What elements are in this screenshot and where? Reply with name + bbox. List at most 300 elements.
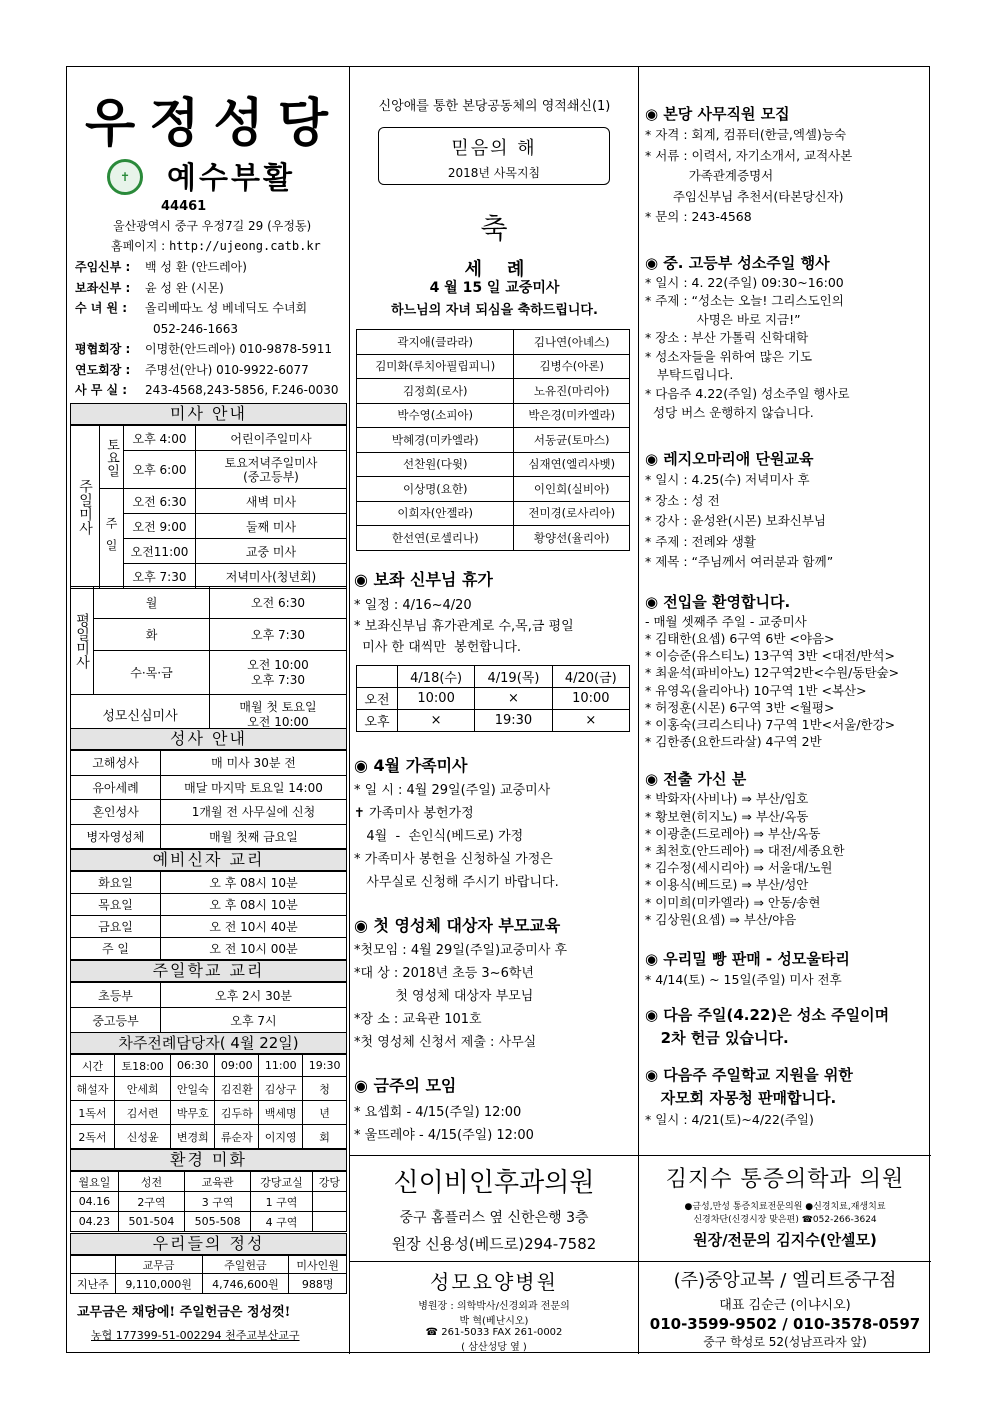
sundayschool-table bbox=[70, 982, 347, 1033]
baptism-title: 세 례 bbox=[464, 259, 525, 280]
notice-line: 부탁드립니다. bbox=[645, 367, 734, 383]
staff-row bbox=[75, 298, 347, 319]
family-mass-title: ◉ 4월 가족미사 bbox=[354, 756, 468, 775]
table-cell: 김진환 bbox=[215, 1077, 259, 1101]
table-cell: 병자영성체 bbox=[71, 824, 161, 849]
table-row bbox=[357, 330, 630, 355]
notice-title: ◉ 다음 주일(4.22)은 성소 주일이며 bbox=[645, 1006, 890, 1024]
table-header-cell: 교육관 bbox=[185, 1172, 251, 1192]
notice-title: ◉ 우리밀 빵 판매 - 성모울타리 bbox=[645, 950, 850, 968]
notice-line: * 황보현(히지노) ⇒ 부산/옥동 bbox=[645, 808, 809, 824]
notice-line: * 김한종(요한드라살) 4구역 2반 bbox=[645, 734, 822, 750]
table-cell: 전미경(로사리아) bbox=[514, 501, 630, 526]
table-header-cell: 19:30 bbox=[303, 1055, 347, 1077]
table-cell: 오후 7시 bbox=[161, 1008, 347, 1033]
notice-line: 사명은 바로 지금!” bbox=[645, 311, 801, 327]
table-header-row bbox=[357, 666, 630, 688]
spacer bbox=[645, 750, 929, 768]
notice-line: * 4/14(토) ~ 15일(주일) 미사 전후 bbox=[645, 972, 842, 987]
ad-uniform-owner: 대표 김순근 (이냐시오) bbox=[719, 1298, 851, 1313]
table-cell: 청 bbox=[303, 1077, 347, 1101]
catechumen-title: 예비신자 교리 bbox=[70, 849, 347, 871]
notice-line: * 김상원(요셉) ⇒ 부산/야음 bbox=[645, 911, 797, 927]
table-cell: 매월 첫째 금요일 bbox=[161, 824, 347, 849]
devotion-mass: 성모신심미사 bbox=[71, 695, 210, 735]
table-row bbox=[71, 1212, 347, 1232]
ad-uniform-address: 중구 학성로 52(성남프라자 앞) bbox=[703, 1335, 867, 1349]
text-line: * 일정 : 4/16~4/20 bbox=[354, 598, 472, 613]
staff-role: 연도회장 : bbox=[75, 362, 131, 377]
first-communion-lines bbox=[354, 939, 567, 1054]
table-cell: 혼인성사 bbox=[71, 800, 161, 825]
staff-role: 평협회장 : bbox=[75, 342, 131, 356]
bulletin-page bbox=[66, 66, 930, 1353]
ad-pain-title: 김지수 통증의학과 의원 bbox=[665, 1167, 905, 1192]
table-cell: 오 후 08시 10분 bbox=[161, 872, 347, 894]
ad-hospital-line: 병원장 : 의학박사/신경외과 전문의 bbox=[418, 1301, 570, 1312]
table-cell: 지난주 bbox=[71, 1274, 116, 1294]
table-row bbox=[71, 824, 347, 849]
table-cell: 9,110,000원 bbox=[115, 1274, 202, 1294]
table-row bbox=[357, 354, 630, 379]
spacer bbox=[645, 990, 929, 1004]
staff-value: 052-246-1663 bbox=[153, 321, 239, 336]
baptism-names-table bbox=[356, 329, 630, 551]
text-line: 사무실로 신청해 주시기 바랍니다. bbox=[354, 875, 559, 890]
family-mass-lines bbox=[354, 779, 559, 894]
table-row bbox=[71, 938, 347, 960]
ad-ent-address: 중구 홈플러스 옆 신한은행 3층 bbox=[399, 1210, 589, 1226]
table-cell: 10:00 bbox=[397, 688, 474, 710]
text-line: * 울뜨레야 - 4/15(주일) 12:00 bbox=[354, 1128, 534, 1143]
notice-line: * 이미희(미카엘라) ⇒ 안동/송현 bbox=[645, 894, 821, 910]
table-cell: 초등부 bbox=[71, 983, 161, 1008]
ad-pain-director: 원장/전문의 김지수(안셀모) bbox=[693, 1231, 877, 1249]
table-cell: 박무호 bbox=[171, 1101, 215, 1125]
text-line: * 가족미사 봉헌을 신청하실 가정은 bbox=[354, 852, 553, 867]
table-row bbox=[357, 526, 630, 551]
mass-name: 새벽 미사 bbox=[196, 489, 347, 514]
weekday: 수·목·금 bbox=[94, 651, 210, 695]
mass-title: 미사 안내 bbox=[70, 403, 347, 425]
table-cell: 김상구 bbox=[259, 1077, 303, 1101]
table-header-cell: 11:00 bbox=[259, 1055, 303, 1077]
weekday-time: 오후 7:30 bbox=[210, 619, 347, 651]
text-line: *첫 영성체 신청서 제출 : 사무실 bbox=[354, 1035, 537, 1050]
weekday: 월 bbox=[94, 587, 210, 619]
staff-row bbox=[75, 380, 347, 401]
table-row bbox=[71, 775, 347, 800]
text-line: * 일 시 : 4월 29일(주일) 교중미사 bbox=[354, 783, 551, 798]
table-header-row bbox=[71, 1256, 347, 1274]
table-cell bbox=[312, 1212, 346, 1232]
text-line: * 보좌신부님 휴가관계로 수,목,금 평일 bbox=[354, 619, 574, 634]
parish-logo-icon: ✝ bbox=[107, 159, 143, 195]
offering-title: 우리들의 정성 bbox=[70, 1233, 347, 1255]
staff-value: 올리베따노 성 베네딕도 수녀회 bbox=[145, 301, 308, 315]
notice-title: ◉ 다음주 주일학교 지원을 위한 bbox=[645, 1066, 853, 1084]
notice-title: 자모회 자몽청 판매합니다. bbox=[645, 1089, 837, 1107]
table-header-cell: 4/20(금) bbox=[552, 666, 629, 688]
table-cell: 목요일 bbox=[71, 894, 161, 916]
table-cell: 안세희 bbox=[114, 1077, 170, 1101]
notice-line: * 제목 : “주님께서 여러분과 함께” bbox=[645, 554, 834, 570]
table-cell: 매달 마지막 토요일 14:00 bbox=[161, 775, 347, 800]
table-cell: 1독서 bbox=[71, 1101, 115, 1125]
table-row bbox=[71, 894, 347, 916]
table-row bbox=[357, 403, 630, 428]
notice-line: - 매월 셋째주 주일 - 교중미사 bbox=[645, 613, 807, 629]
liturgy-table bbox=[70, 1054, 347, 1149]
table-row bbox=[71, 872, 347, 894]
table-row bbox=[71, 916, 347, 938]
notice-line: * 최천호(안드레아) ⇒ 대전/세종요한 bbox=[645, 842, 845, 858]
table-header-cell bbox=[357, 666, 398, 688]
table-cell: 안일숙 bbox=[171, 1077, 215, 1101]
easter-subtitle: 예수부활 bbox=[167, 161, 295, 196]
homepage-label: 홈페이지 : bbox=[111, 239, 166, 253]
table-cell: 심재연(엘리사벳) bbox=[514, 452, 630, 477]
ad-ent-phone: 원장 신용성(베드로)294-7582 bbox=[391, 1235, 597, 1253]
table-cell: 황양선(율리아) bbox=[514, 526, 630, 551]
table-cell: 오 전 10시 40분 bbox=[161, 916, 347, 938]
notices bbox=[645, 103, 929, 1130]
ad-ent-title: 신이비인후과의원 bbox=[393, 1168, 595, 1198]
ad-hospital-title: 성모요양병원 bbox=[430, 1270, 558, 1294]
sunday-label: 주일 bbox=[100, 489, 124, 589]
table-cell: 3 구역 bbox=[185, 1192, 251, 1212]
table-cell: 오전 bbox=[357, 688, 398, 710]
weekday-time: 오전 6:30 bbox=[210, 587, 347, 619]
baptism-message: 하느님의 자녀 되심을 축하드립니다. bbox=[391, 303, 598, 318]
table-cell: × bbox=[397, 710, 474, 732]
year-title: 믿음의 해 bbox=[451, 138, 537, 159]
ad-hospital-line: ☎ 261-5033 FAX 261-0002 bbox=[425, 1327, 563, 1338]
mass-time: 오후 6:00 bbox=[124, 451, 196, 489]
offering-table bbox=[70, 1255, 347, 1294]
left-column bbox=[67, 67, 350, 1354]
table-cell: 박은경(미카엘라) bbox=[514, 403, 630, 428]
staff-role: 보좌신부 : bbox=[75, 280, 131, 295]
table-cell: 박수영(소피아) bbox=[357, 403, 514, 428]
table-cell: 중고등부 bbox=[71, 1008, 161, 1033]
table-row bbox=[71, 1008, 347, 1033]
table-cell: 19:30 bbox=[475, 710, 552, 732]
table-cell: 4 구역 bbox=[251, 1212, 313, 1232]
notice-line: * 일시 : 4.25(수) 저녁미사 후 bbox=[645, 472, 810, 488]
notice-line: 가족관계증명서 bbox=[645, 168, 774, 183]
notice-line: * 이승준(유스티노) 13구역 3반 <대전/반석> bbox=[645, 648, 895, 664]
table-cell: 4,746,600원 bbox=[202, 1274, 289, 1294]
mass-time: 오후 7:30 bbox=[124, 564, 196, 589]
ad-pain-line: 신경차단(신경시장 맞은편) ☎052-266-3624 bbox=[693, 1215, 877, 1225]
catechumen-table bbox=[70, 871, 347, 960]
text-line: 4월 - 손인식(베드로) 가정 bbox=[354, 829, 524, 844]
notice-line: * 김태한(요셉) 6구역 6반 <야음> bbox=[645, 630, 835, 646]
text-line: * 요셉회 - 4/15(주일) 12:00 bbox=[354, 1105, 522, 1120]
table-header-cell: 강당교실 bbox=[251, 1172, 313, 1192]
text-line: 첫 영성체 대상자 부모님 bbox=[354, 989, 534, 1004]
table-cell: 2독서 bbox=[71, 1125, 115, 1149]
table-cell: 유아세례 bbox=[71, 775, 161, 800]
postcode: 44461 bbox=[161, 199, 207, 214]
table-cell: 501-504 bbox=[118, 1212, 184, 1232]
address: 울산광역시 중구 우정7길 29 (우정동) bbox=[113, 219, 312, 233]
ad-hospital bbox=[350, 1261, 638, 1353]
table-header-cell: 4/19(목) bbox=[475, 666, 552, 688]
devotion-time: 매월 첫 토요일 오전 10:00 bbox=[210, 695, 347, 735]
staff-row bbox=[75, 257, 347, 278]
notice-line: * 장소 : 부산 가톨릭 신학대학 bbox=[645, 330, 809, 346]
text-line: ✝ 가족미사 봉헌가정 bbox=[354, 806, 474, 821]
weekday-time: 오전 10:00 오후 7:30 bbox=[210, 651, 347, 695]
notice-line: * 주제 : 전례와 생활 bbox=[645, 533, 756, 549]
table-cell: 주 일 bbox=[71, 938, 161, 960]
table-row bbox=[71, 751, 347, 776]
notice-line: * 일시 : 4. 22(주일) 09:30~16:00 bbox=[645, 274, 844, 290]
table-cell: 김나연(아녜스) bbox=[514, 330, 630, 355]
notice-title: ◉ 레지오마리애 단원교육 bbox=[645, 450, 814, 469]
spacer bbox=[645, 422, 929, 448]
table-header-cell: 강당 bbox=[312, 1172, 346, 1192]
text-line: 미사 한 대씩만 봉헌합니다. bbox=[354, 640, 522, 655]
liturgy-title: 차주전례담당자( 4월 22일) bbox=[70, 1032, 347, 1054]
staff-list bbox=[75, 257, 347, 401]
table-cell: 노유진(마리아) bbox=[514, 379, 630, 404]
weekday-mass-table bbox=[70, 586, 347, 735]
vacation-lines bbox=[354, 595, 574, 658]
notice-line: * 박화자(사비나) ⇒ 부산/임호 bbox=[645, 791, 809, 807]
mass-name: 토요저녁주일미사 (중고등부) bbox=[196, 451, 347, 489]
mass-name: 교중 미사 bbox=[196, 539, 347, 564]
bank-account: 농협 177399-51-002294 천주교부산교구 bbox=[91, 1329, 300, 1342]
mass-table bbox=[70, 425, 347, 589]
table-cell: 이인희(실비아) bbox=[514, 477, 630, 502]
table-cell: 박혜경(미카엘라) bbox=[357, 428, 514, 453]
notice-line: * 이광춘(드로레아) ⇒ 부산/옥동 bbox=[645, 825, 821, 841]
notice-line: * 성소자들을 위하여 많은 기도 bbox=[645, 348, 813, 364]
ad-uniform-title: (주)중앙교복 / 엘리트중구점 bbox=[673, 1270, 897, 1291]
table-header-cell: 성전 bbox=[118, 1172, 184, 1192]
table-cell: 회 bbox=[303, 1125, 347, 1149]
table-cell: 04.16 bbox=[71, 1192, 119, 1212]
notice-title: 2차 헌금 있습니다. bbox=[645, 1029, 789, 1047]
text-line: *첫모임 : 4월 29일(주일)교중미사 후 bbox=[354, 943, 568, 958]
table-cell: 이상명(요한) bbox=[357, 477, 514, 502]
table-header-cell: 월요일 bbox=[71, 1172, 119, 1192]
table-cell: 988명 bbox=[289, 1274, 347, 1294]
offering-slogan: 교무금은 채당에! 주일헌금은 정성껏! bbox=[77, 1305, 291, 1320]
table-cell: 고해성사 bbox=[71, 751, 161, 776]
sundayschool-title: 주일학교 교리 bbox=[70, 960, 347, 982]
table-row bbox=[357, 688, 630, 710]
table-cell: 김미화(루치아필립피니) bbox=[357, 354, 514, 379]
clean-title: 환경 미화 bbox=[70, 1149, 347, 1171]
spacer bbox=[645, 928, 929, 948]
table-row bbox=[71, 983, 347, 1008]
notice-line: * 장소 : 성 전 bbox=[645, 492, 720, 508]
table-cell: 2구역 bbox=[118, 1192, 184, 1212]
table-row bbox=[357, 379, 630, 404]
text-line: *장 소 : 교육관 101호 bbox=[354, 1012, 482, 1027]
table-cell: 오후 2시 30분 bbox=[161, 983, 347, 1008]
mass-name: 어린이주일미사 bbox=[196, 426, 347, 451]
table-cell: 오후 bbox=[357, 710, 398, 732]
staff-role: 주임신부 : bbox=[75, 260, 131, 274]
table-header-cell: 09:00 bbox=[215, 1055, 259, 1077]
staff-value: 윤 성 완 (시몬) bbox=[145, 280, 224, 295]
notice-line: * 허정훈(시몬) 6구역 3반 <월평> bbox=[645, 699, 835, 715]
notice-line: 성당 버스 운행하지 않습니다. bbox=[645, 404, 814, 420]
table-cell: 김정희(로사) bbox=[357, 379, 514, 404]
table-cell: 변경희 bbox=[171, 1125, 215, 1149]
notice-title: ◉ 전입을 환영합니다. bbox=[645, 592, 791, 611]
table-cell: 매 미사 30분 전 bbox=[161, 751, 347, 776]
table-cell: × bbox=[475, 688, 552, 710]
table-cell: 한선연(로셀리나) bbox=[357, 526, 514, 551]
notice-line: * 문의 : 243-4568 bbox=[645, 209, 752, 224]
spacer bbox=[645, 573, 929, 591]
vacation-title: ◉ 보좌 신부님 휴가 bbox=[354, 570, 493, 589]
meeting-title: ◉ 금주의 모임 bbox=[354, 1076, 457, 1095]
table-header-cell: 교무금 bbox=[115, 1256, 202, 1274]
table-cell: 선찬원(다윗) bbox=[357, 452, 514, 477]
ad-pain-clinic bbox=[639, 1155, 931, 1261]
staff-row bbox=[75, 339, 347, 360]
weekday-mass-label: 평일미사 bbox=[71, 587, 94, 695]
table-row bbox=[71, 800, 347, 825]
sacrament-title: 성사 안내 bbox=[70, 728, 347, 750]
notice-title: ◉ 중. 고등부 성소주일 행사 bbox=[645, 253, 830, 272]
notice-title: ◉ 전출 가신 분 bbox=[645, 770, 747, 789]
table-cell: 505-508 bbox=[185, 1212, 251, 1232]
table-cell: 김두하 bbox=[215, 1101, 259, 1125]
table-header-cell: 미사인원 bbox=[289, 1256, 347, 1274]
table-header-cell: 주일헌금 bbox=[202, 1256, 289, 1274]
ad-pain-line: ●금성,만성 통증치료전문의원 ●신경치료,재생치료 bbox=[684, 1202, 886, 1212]
table-row bbox=[71, 1192, 347, 1212]
staff-value: 백 성 환 (안드레아) bbox=[145, 260, 247, 274]
staff-role: 사 무 실 : bbox=[75, 383, 128, 397]
meeting-lines bbox=[354, 1101, 534, 1147]
notice-line: * 유영옥(율리아나) 10구역 1반 <복산> bbox=[645, 682, 867, 698]
text-line: *대 상 : 2018년 초등 3~6학년 bbox=[354, 966, 534, 981]
year-subtitle: 2018년 사목지침 bbox=[447, 166, 541, 180]
right-column bbox=[639, 67, 931, 1354]
table-cell: 곽지애(클라라) bbox=[357, 330, 514, 355]
table-header-cell: 토18:00 bbox=[114, 1055, 170, 1077]
table-cell: 년 bbox=[303, 1101, 347, 1125]
table-cell: 김서련 bbox=[114, 1101, 170, 1125]
staff-value: 주명선(안나) 010-9922-6077 bbox=[145, 362, 309, 377]
table-cell: 류순자 bbox=[215, 1125, 259, 1149]
staff-row bbox=[75, 319, 347, 340]
mass-time: 오전 6:30 bbox=[124, 489, 196, 514]
year-box bbox=[378, 127, 610, 185]
table-row bbox=[357, 501, 630, 526]
notice-line: 주임신부님 추천서(타본당신자) bbox=[645, 188, 844, 204]
table-cell: 이지영 bbox=[259, 1125, 303, 1149]
table-row bbox=[71, 1125, 347, 1149]
first-communion-title: ◉ 첫 영성체 대상자 부모교육 bbox=[354, 916, 561, 935]
vacation-table bbox=[356, 665, 630, 732]
table-cell: 서동균(토마스) bbox=[514, 428, 630, 453]
table-header-cell: 4/18(수) bbox=[397, 666, 474, 688]
table-cell: 오 전 10시 00분 bbox=[161, 938, 347, 960]
notice-line: * 서류 : 이력서, 자기소개서, 교적사본 bbox=[645, 147, 853, 163]
table-row bbox=[357, 710, 630, 732]
staff-value: 243-4568,243-5856, F.246-0030 bbox=[145, 383, 339, 397]
notice-line: * 다음주 4.22(주일) 성소주일 행사로 bbox=[645, 386, 850, 402]
table-cell: × bbox=[552, 710, 629, 732]
table-header-cell: 시간 bbox=[71, 1055, 115, 1077]
table-header-cell bbox=[71, 1256, 116, 1274]
middle-column bbox=[350, 67, 639, 1354]
baptism-date: 4 월 15 일 교중미사 bbox=[429, 280, 560, 296]
table-cell bbox=[312, 1192, 346, 1212]
table-cell: 금요일 bbox=[71, 916, 161, 938]
staff-row bbox=[75, 360, 347, 381]
table-cell: 해설자 bbox=[71, 1077, 115, 1101]
mass-name: 저녁미사(청년회) bbox=[196, 564, 347, 589]
mass-time: 오전 9:00 bbox=[124, 514, 196, 539]
staff-row bbox=[75, 278, 347, 299]
table-cell: 오 후 08시 10분 bbox=[161, 894, 347, 916]
ad-ent-clinic bbox=[350, 1155, 638, 1261]
table-cell: 1개월 전 사무실에 신청 bbox=[161, 800, 347, 825]
notice-line: * 최윤석(파비아노) 12구역2반<수원/동탄숲> bbox=[645, 665, 900, 681]
notice-line: * 강사 : 윤성완(시몬) 보좌신부님 bbox=[645, 513, 827, 529]
table-row bbox=[357, 452, 630, 477]
table-row bbox=[71, 1274, 347, 1294]
table-row bbox=[71, 1101, 347, 1125]
table-cell: 1 구역 bbox=[251, 1192, 313, 1212]
table-cell: 10:00 bbox=[552, 688, 629, 710]
spacer bbox=[645, 1050, 929, 1064]
clean-table bbox=[70, 1171, 347, 1232]
table-cell: 김병수(아론) bbox=[514, 354, 630, 379]
table-cell: 이희자(안젤라) bbox=[357, 501, 514, 526]
ad-hospital-line: 박 혁(베난시오) bbox=[459, 1316, 529, 1327]
staff-role: 수 녀 원 : bbox=[75, 301, 128, 315]
table-cell: 백세명 bbox=[259, 1101, 303, 1125]
table-cell: 화요일 bbox=[71, 872, 161, 894]
notice-line: * 일시 : 4/21(토)~4/22(주일) bbox=[645, 1112, 814, 1127]
mass-name: 둘째 미사 bbox=[196, 514, 347, 539]
table-header-row bbox=[71, 1172, 347, 1192]
notice-line: * 이용식(베드로) ⇒ 부산/성안 bbox=[645, 877, 809, 893]
spacer bbox=[645, 228, 929, 252]
parish-title: 우정성당 bbox=[85, 93, 342, 154]
table-cell: 신성윤 bbox=[114, 1125, 170, 1149]
mass-time: 오전11:00 bbox=[124, 539, 196, 564]
table-cell: 04.23 bbox=[71, 1212, 119, 1232]
weekday: 화 bbox=[94, 619, 210, 651]
notice-line: * 주제 : “성소는 오늘! 그리스도인의 bbox=[645, 293, 844, 309]
table-row bbox=[357, 477, 630, 502]
ad-hospital-line: ( 삼산성당 옆 ) bbox=[461, 1342, 527, 1353]
table-row bbox=[71, 1077, 347, 1101]
saturday-label: 토요일 bbox=[100, 426, 124, 489]
notice-title: ◉ 본당 사무직원 모집 bbox=[645, 105, 790, 123]
homepage-row bbox=[111, 237, 321, 254]
staff-value: 이명한(안드레아) 010-9878-5911 bbox=[145, 342, 332, 356]
ad-uniform bbox=[639, 1261, 931, 1350]
sacrament-table bbox=[70, 750, 347, 849]
homepage-link[interactable]: http://ujeong.catb.kr bbox=[169, 239, 321, 253]
table-header-cell: 06:30 bbox=[171, 1055, 215, 1077]
notice-line: * 이홍숙(크리스티나) 7구역 1반<서울/한강> bbox=[645, 716, 896, 732]
